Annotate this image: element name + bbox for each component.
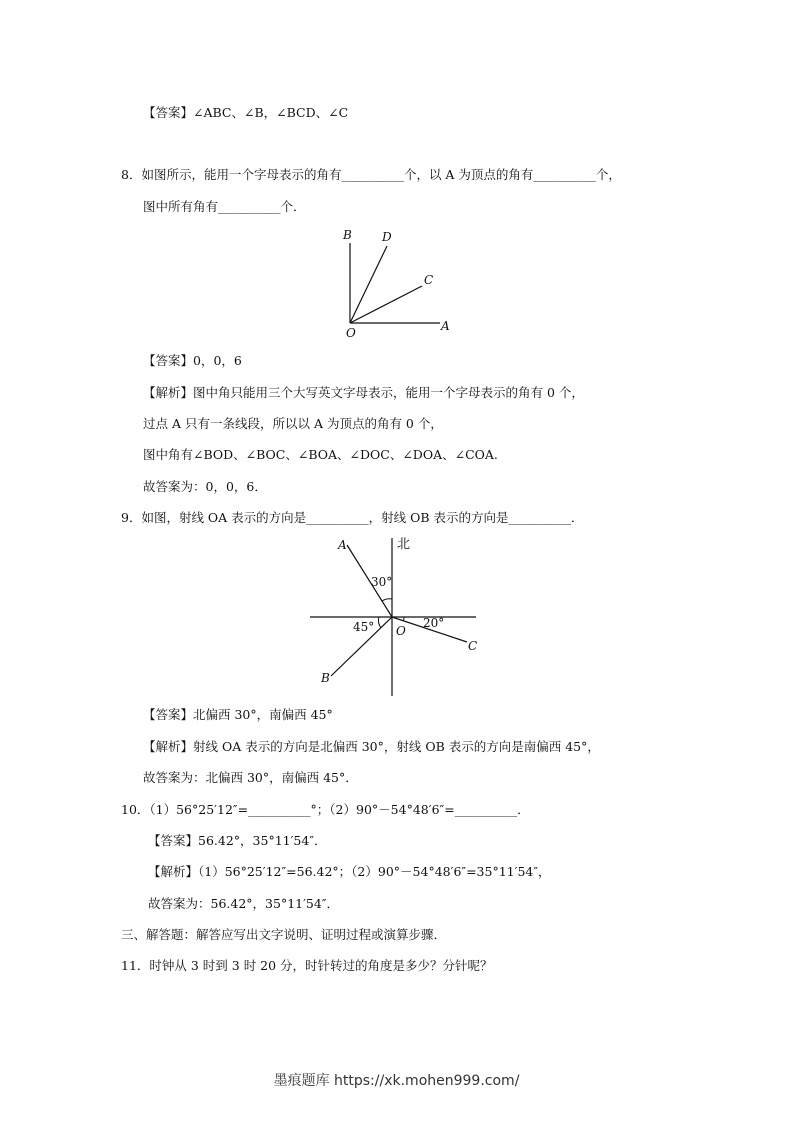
q8-analysis-line2: 过点 A 只有一条线段，所以以 A 为顶点的角有 0 个， — [143, 416, 443, 431]
q10-stem: 10．（1）56°25′12″=__________°；（2）90°－54°48′6″=__________． — [121, 802, 530, 817]
q8-analysis-line3: 图中角有∠BOD、∠BOC、∠BOA、∠DOC、∠DOA、∠COA. — [143, 447, 498, 462]
q9-label-c: C — [468, 639, 478, 653]
q8-label-b: B — [343, 228, 352, 242]
q9-label-b: B — [321, 671, 330, 685]
q11-stem: 11．时钟从 3 时到 3 时 20 分，时针转过的角度是多少？分针呢？ — [121, 958, 493, 973]
q9-analysis: 【解析】射线 OA 表示的方向是北偏西 30°，射线 OB 表示的方向是南偏西 45°， — [143, 739, 600, 754]
q9-conclusion: 故答案为：北偏西 30°，南偏西 45°． — [143, 770, 358, 785]
q8-label-c: C — [424, 273, 434, 287]
q8-angle-figure — [330, 222, 470, 347]
q9-label-north: 北 — [397, 537, 411, 552]
q9-label-o: O — [396, 624, 406, 638]
q9-angle-20: 20° — [423, 616, 445, 630]
q8-conclusion: 故答案为：0，0，6． — [143, 479, 267, 494]
q8-label-o: O — [346, 326, 356, 340]
q8-analysis-line1: 【解析】图中角只能用三个大写英文字母表示，能用一个字母表示的角有 0 个， — [143, 385, 584, 400]
q10-conclusion: 故答案为：56.42°，35°11′54″． — [148, 896, 340, 911]
q7-answer: 【答案】∠ABC、∠B，∠BCD、∠C — [143, 105, 349, 120]
q9-direction-figure — [300, 532, 490, 702]
q9-angle-45: 45° — [353, 620, 375, 634]
q10-answer: 【答案】56.42°，35°11′54″． — [148, 833, 327, 848]
q9-stem: 9．如图，射线 OA 表示的方向是__________，射线 OB 表示的方向是__________． — [121, 510, 584, 525]
page-footer: 墨痕题库 https://xk.mohen999.com/ — [273, 1073, 520, 1089]
q8-label-a: A — [441, 319, 450, 333]
q9-answer: 【答案】北偏西 30°，南偏西 45° — [143, 707, 333, 722]
q10-analysis: 【解析】（1）56°25′12″=56.42°；（2）90°－54°48′6″=35°11′54″， — [148, 864, 551, 879]
q9-angle-30: 30° — [371, 575, 393, 589]
q8-answer: 【答案】0，0，6 — [143, 353, 242, 368]
q8-stem-line2: 图中所有角有__________个． — [143, 199, 306, 214]
section-3-title: 三、解答题：解答应写出文字说明、证明过程或演算步骤． — [121, 927, 447, 942]
q8-stem-line1: 8．如图所示，能用一个字母表示的角有__________个，以 A 为顶点的角有__________个， — [121, 167, 621, 182]
q9-label-a: A — [338, 538, 347, 552]
q8-label-d: D — [382, 230, 392, 244]
